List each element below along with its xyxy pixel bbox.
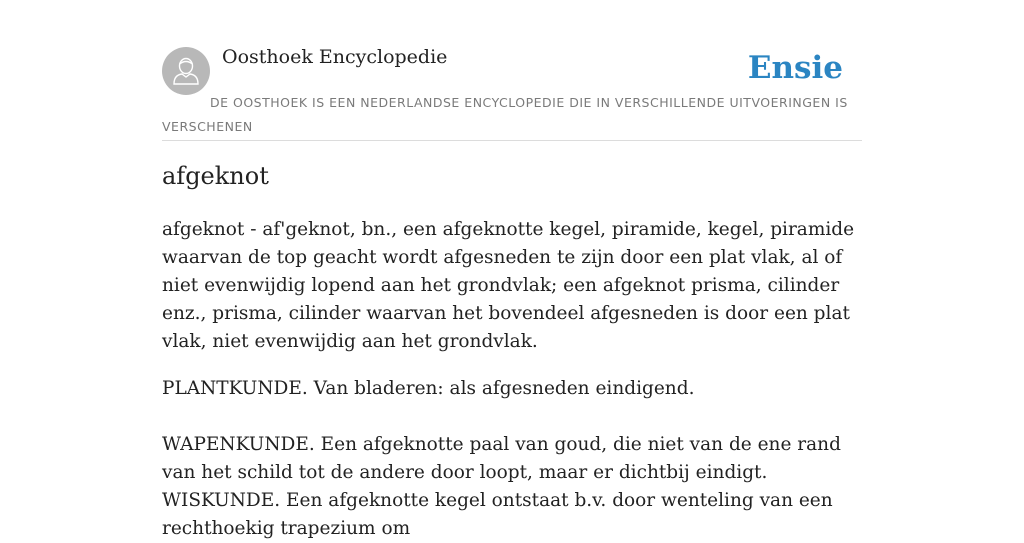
page	[162, 0, 862, 539]
user-icon	[162, 47, 210, 95]
entry-paragraph: afgeknot - af'geknot, bn., een afgeknotte kegel, piramide, kegel, piramide waarvan de top geacht wordt afgesneden te zijn door een plat vlak, al of niet evenwijdig lopend aan het grondvlak; een afgeknot prisma, cilinder enz., prisma, cilinder waarvan het bovendeel afgesneden is door een plat vlak, niet evenwijdig aan het grondvlak.	[162, 219, 855, 352]
avatar[interactable]	[162, 47, 210, 95]
source-header	[162, 0, 862, 141]
entry-paragraph: WAPENKUNDE. Een afgeknotte paal van goud, die niet van de ene rand van het schild tot de andere door loopt, maar er dichtbij eindigt. WISKUNDE. Een afgeknotte kegel ontstaat b.v. door wenteling van een rechthoekig trapezium om	[162, 434, 841, 539]
source-title[interactable]: Oosthoek Encyclopedie	[222, 46, 448, 68]
entry-body	[162, 216, 862, 543]
source-description: DE OOSTHOEK IS EEN NEDERLANDSE ENCYCLOPEDIE DIE IN VERSCHILLENDE UITVOERINGEN IS VERSCHENEN	[162, 95, 848, 134]
entry-title: afgeknot	[162, 162, 269, 190]
ensie-logo[interactable]: Ensie	[747, 50, 843, 86]
entry-paragraph: PLANTKUNDE. Van bladeren: als afgesneden eindigend.	[162, 378, 695, 399]
